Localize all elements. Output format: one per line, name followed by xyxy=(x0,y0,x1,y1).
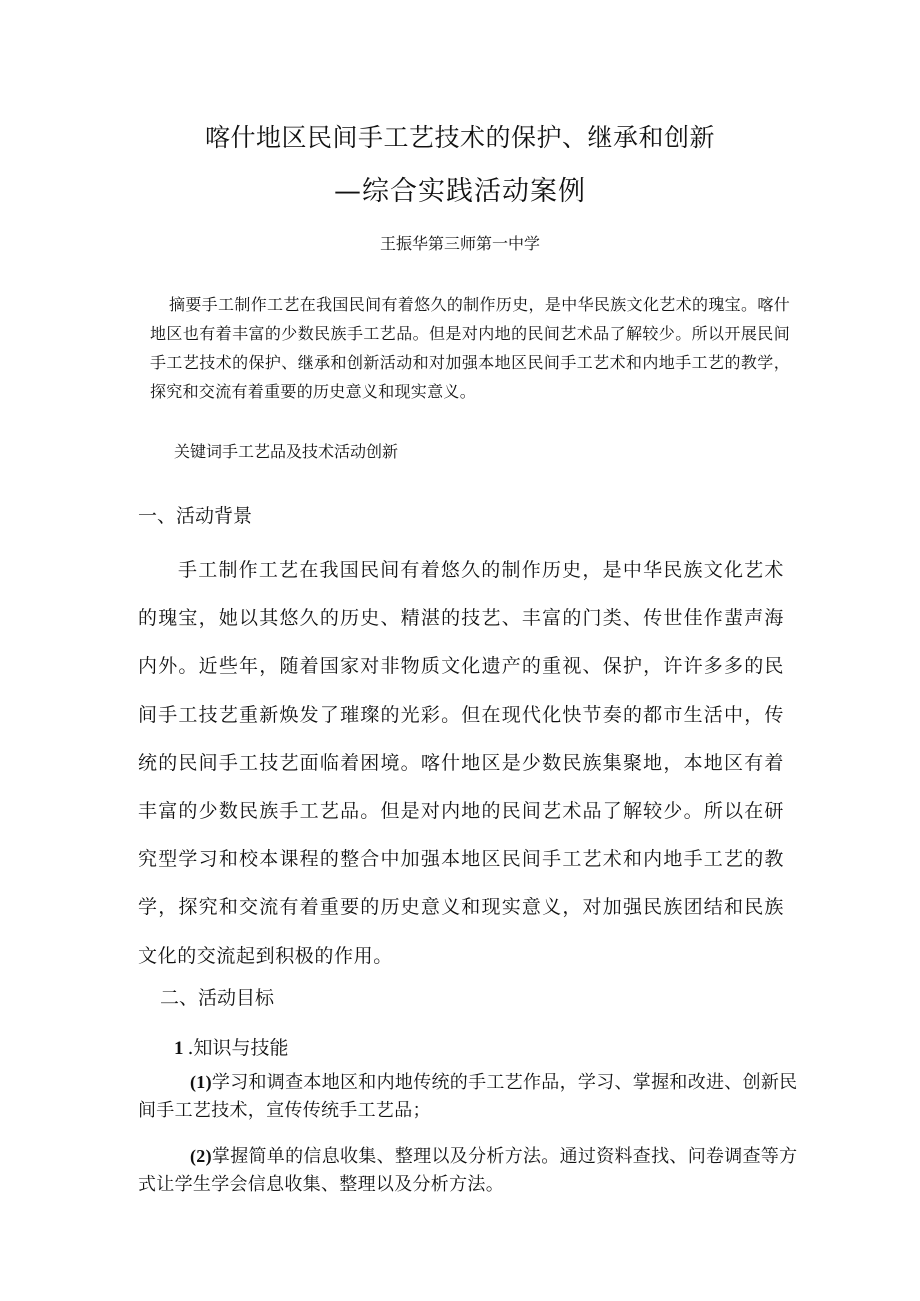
keywords-line: 关键词手工艺品及技术活动创新 xyxy=(174,442,399,461)
background-paragraph: 手工制作工艺在我国民间有着悠久的制作历史，是中华民族文化艺术的瑰宝，她以其悠久的历史、精湛的技艺、丰富的门类、传世佳作蜚声海内外。近些年，随着国家对非物质文化遗产的重视、保护，许许多多的民间手工技艺重新焕发了璀璨的光彩。但在现代化快节奏的都市生活中，传统的民间手工技艺面临着困境。喀什地区是少数民族集聚地，本地区有着丰富的少数民族手工艺品。但是对内地的民间艺术品了解较少。所以在研究型学习和校本课程的整合中加强本地区民间手工艺术和内地手工艺的教学，探究和交流有着重要的历史意义和现实意义，对加强民族团结和民族文化的交流起到积极的作用。 xyxy=(138,559,784,967)
subsection-number: 1 xyxy=(174,1038,184,1059)
document-title: 喀什地区民间手工艺技术的保护、继承和创新 xyxy=(204,123,715,152)
subsection-heading xyxy=(174,1034,289,1063)
goal-item xyxy=(138,1068,798,1125)
author-line: 王振华第三师第一中学 xyxy=(379,234,540,253)
goal-item-marker: (2) xyxy=(190,1146,212,1166)
document-subtitle: —综合实践活动案例 xyxy=(334,176,586,207)
goal-item-text: 掌握简单的信息收集、整理以及分析方法。通过资料查找、问卷调查等方式让学生学会信息收集、整理以及分析方法。 xyxy=(138,1146,798,1195)
section-heading-goals: 二、活动目标 xyxy=(160,987,275,1009)
section-heading-background: 一、活动背景 xyxy=(138,505,253,527)
abstract-paragraph: 摘要手工制作工艺在我国民间有着悠久的制作历史，是中华民族文化艺术的瑰宝。喀什地区也有着丰富的少数民族手工艺品。但是对内地的民间艺术品了解较少。所以开展民间手工艺技术的保护、继承和创新活动和对加强本地区民间手工艺术和内地手工艺的教学，探究和交流有着重要的历史意义和现实意义。 xyxy=(150,295,790,401)
goal-item-marker: (1) xyxy=(190,1072,212,1092)
subsection-title: .知识与技能 xyxy=(187,1037,289,1059)
goal-item xyxy=(138,1142,798,1199)
goal-item-text: 学习和调查本地区和内地传统的手工艺作品，学习、掌握和改进、创新民间手工艺技术，宣传传统手工艺品； xyxy=(138,1072,798,1121)
